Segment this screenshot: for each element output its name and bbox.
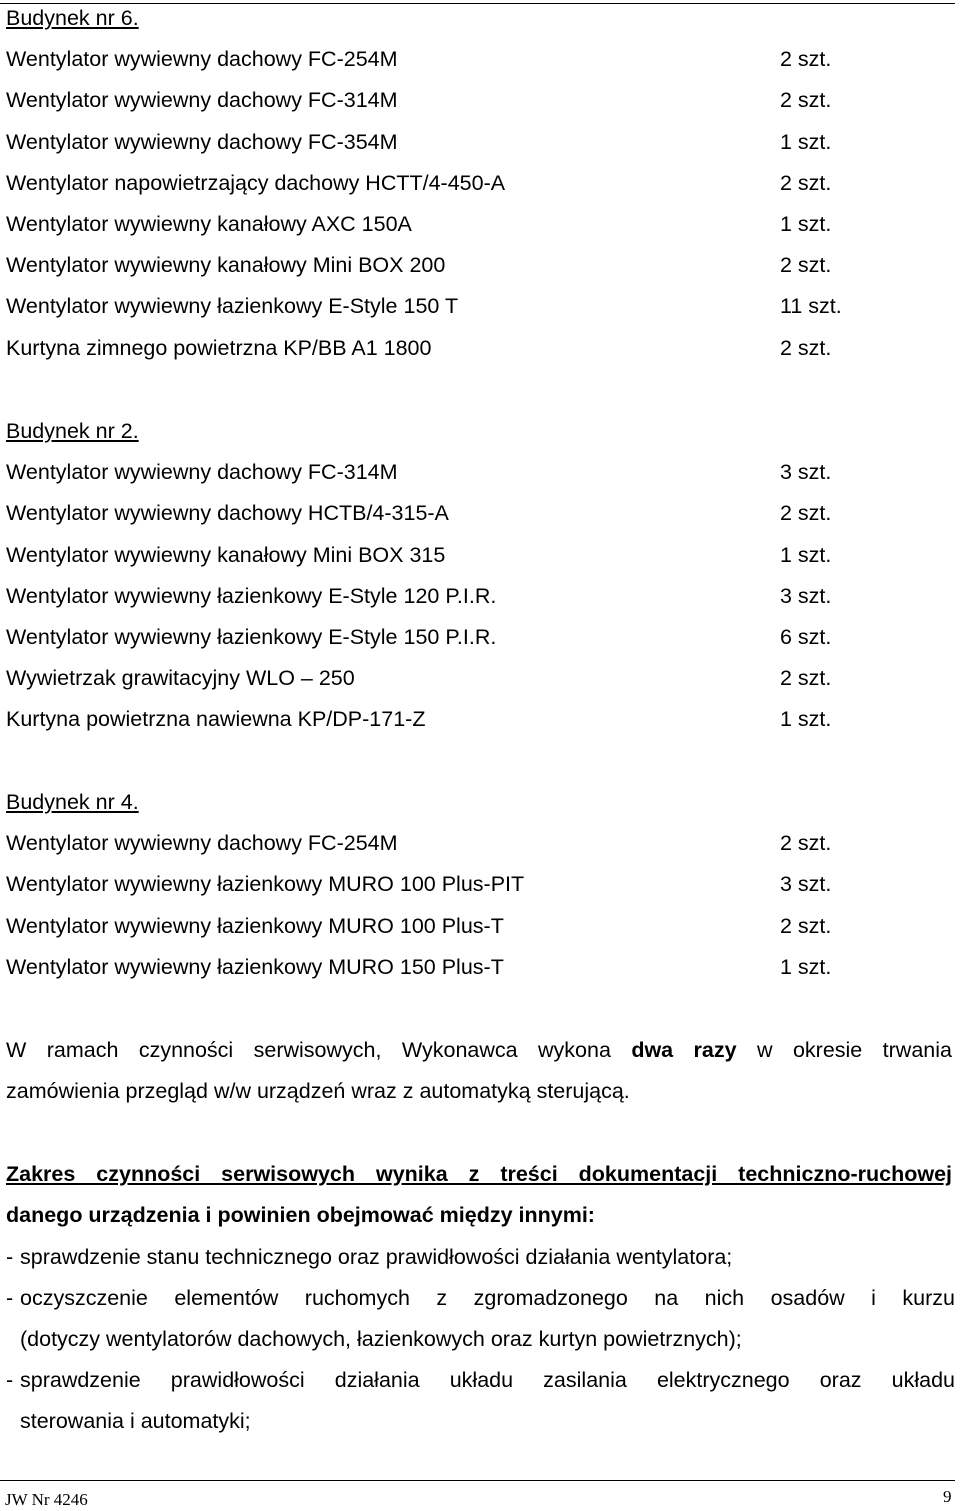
equipment-name: Wentylator napowietrzający dachowy HCTT/4-450-A bbox=[6, 171, 506, 195]
equipment-quantity: 2 szt. bbox=[780, 831, 832, 855]
bullet-dash: - bbox=[6, 1286, 14, 1310]
equipment-name: Wentylator wywiewny dachowy FC-254M bbox=[6, 831, 398, 855]
equipment-quantity: 11 szt. bbox=[780, 294, 842, 318]
equipment-quantity: 2 szt. bbox=[780, 666, 832, 690]
equipment-name: Wentylator wywiewny dachowy FC-314M bbox=[6, 460, 398, 484]
service-paragraph-line: zamówienia przegląd w/w urządzeń wraz z automatyką sterującą. bbox=[6, 1079, 630, 1103]
bullet-text: sprawdzenie stanu technicznego oraz prawidłowości działania wentylatora; bbox=[20, 1245, 733, 1269]
service-paragraph-line bbox=[6, 1037, 952, 1063]
equipment-quantity: 3 szt. bbox=[780, 460, 832, 484]
equipment-quantity: 2 szt. bbox=[780, 171, 832, 195]
equipment-quantity: 2 szt. bbox=[780, 88, 832, 112]
equipment-quantity: 1 szt. bbox=[780, 955, 832, 979]
equipment-name: Wentylator wywiewny łazienkowy MURO 100 Plus-T bbox=[6, 914, 504, 938]
equipment-quantity: 2 szt. bbox=[780, 253, 832, 277]
page-number: 9 bbox=[943, 1487, 952, 1506]
equipment-name: Wentylator wywiewny kanałowy Mini BOX 200 bbox=[6, 253, 446, 277]
bullet-text: sterowania i automatyki; bbox=[20, 1409, 251, 1433]
footer-doc-ref: JW Nr 4246 bbox=[5, 1490, 88, 1509]
equipment-name: Wentylator wywiewny kanałowy AXC 150A bbox=[6, 212, 412, 236]
equipment-quantity: 1 szt. bbox=[780, 130, 832, 154]
section-heading: Budynek nr 4. bbox=[6, 790, 139, 814]
equipment-name: Kurtyna powietrzna nawiewna KP/DP-171-Z bbox=[6, 707, 426, 731]
equipment-name: Wentylator wywiewny łazienkowy MURO 100 Plus-PIT bbox=[6, 872, 525, 896]
bullet-text: (dotyczy wentylatorów dachowych, łazienkowych oraz kurtyn powietrznych); bbox=[20, 1327, 742, 1351]
equipment-name: Wentylator wywiewny łazienkowy E-Style 150 T bbox=[6, 294, 459, 318]
section-heading: Budynek nr 6. bbox=[6, 6, 139, 30]
equipment-quantity: 1 szt. bbox=[780, 543, 832, 567]
bullet-dash: - bbox=[6, 1245, 14, 1269]
equipment-quantity: 2 szt. bbox=[780, 47, 832, 71]
equipment-quantity: 1 szt. bbox=[780, 707, 832, 731]
header-rule bbox=[0, 3, 955, 4]
equipment-name: Wentylator wywiewny dachowy HCTB/4-315-A bbox=[6, 501, 449, 525]
equipment-name: Wentylator wywiewny łazienkowy E-Style 120 P.I.R. bbox=[6, 584, 497, 608]
equipment-quantity: 6 szt. bbox=[780, 625, 832, 649]
footer-rule bbox=[0, 1480, 955, 1481]
equipment-name: Kurtyna zimnego powietrzna KP/BB A1 1800 bbox=[6, 336, 432, 360]
equipment-name: Wywietrzak grawitacyjny WLO – 250 bbox=[6, 666, 355, 690]
equipment-quantity: 2 szt. bbox=[780, 336, 832, 360]
scope-heading: Zakres czynności serwisowych wynika z treści dokumentacji techniczno-ruchowej bbox=[6, 1162, 952, 1186]
bullet-text: sprawdzenie prawidłowości działania układu zasilania elektrycznego oraz układu bbox=[20, 1368, 955, 1392]
bullet-dash: - bbox=[6, 1368, 14, 1392]
equipment-name: Wentylator wywiewny łazienkowy E-Style 150 P.I.R. bbox=[6, 625, 497, 649]
equipment-name: Wentylator wywiewny dachowy FC-354M bbox=[6, 130, 398, 154]
equipment-quantity: 3 szt. bbox=[780, 584, 832, 608]
equipment-name: Wentylator wywiewny łazienkowy MURO 150 Plus-T bbox=[6, 955, 504, 979]
equipment-quantity: 3 szt. bbox=[780, 872, 832, 896]
scope-heading: danego urządzenia i powinien obejmować między innymi: bbox=[6, 1203, 595, 1227]
paragraph-emphasis: dwa razy bbox=[631, 1038, 737, 1062]
equipment-name: Wentylator wywiewny dachowy FC-314M bbox=[6, 88, 398, 112]
paragraph-text: w okresie trwania bbox=[736, 1038, 952, 1062]
equipment-quantity: 1 szt. bbox=[780, 212, 832, 236]
equipment-quantity: 2 szt. bbox=[780, 914, 832, 938]
equipment-name: Wentylator wywiewny kanałowy Mini BOX 315 bbox=[6, 543, 446, 567]
paragraph-text: W ramach czynności serwisowych, Wykonawca wykona bbox=[6, 1038, 632, 1062]
section-heading: Budynek nr 2. bbox=[6, 419, 139, 443]
bullet-text: oczyszczenie elementów ruchomych z zgromadzonego na nich osadów i kurzu bbox=[20, 1286, 955, 1310]
equipment-name: Wentylator wywiewny dachowy FC-254M bbox=[6, 47, 398, 71]
equipment-quantity: 2 szt. bbox=[780, 501, 832, 525]
